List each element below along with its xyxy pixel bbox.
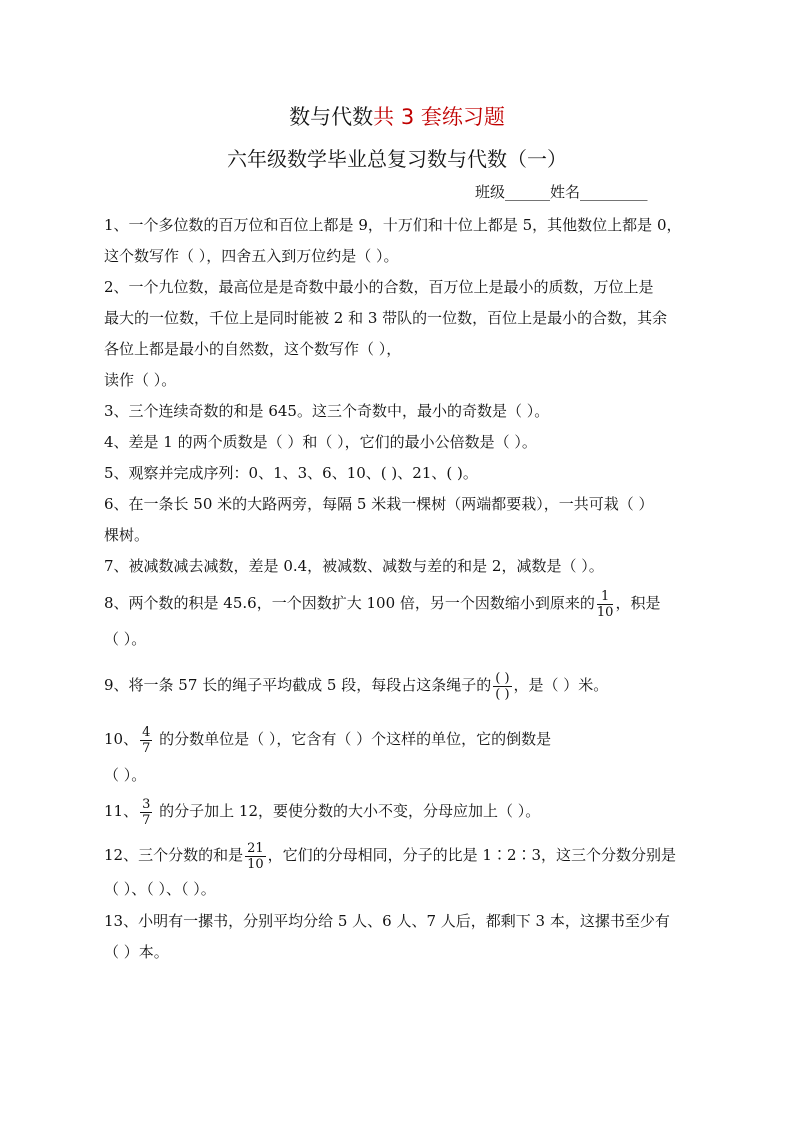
question-11-text-after: 的分子加上 12，要使分数的大小不变，分母应加上（ ）。 [154,802,541,820]
question-10-text-before: 10、 [104,730,139,748]
question-7: 7、被减数减去减数，差是 0.4，被减数、减数与差的和是 2，减数是（ ）。 [104,557,604,575]
question-1-line-1: 1、一个多位数的百万位和百位上都是 9，十万们和十位上都是 5，其他数位上都是 0， [104,216,682,234]
question-12-line-1 [104,840,704,872]
fraction-q8 [597,589,614,620]
fraction-q8-numerator: 1 [597,589,614,605]
question-9 [104,670,704,702]
fraction-q10-denominator: 7 [142,740,151,756]
question-8-text-before: 8、两个数的积是 45.6，一个因数扩大 100 倍，另一个因数缩小到原来的 [104,594,595,612]
question-8-line-1 [104,588,704,620]
question-11 [104,796,704,828]
fraction-q12-denominator: 10 [247,856,264,872]
question-12-line-2: （ ）、（ ）、（ ）。 [104,880,216,898]
question-13-line-2: （ ）本。 [104,943,169,961]
fraction-q12 [245,841,266,872]
question-8-line-2: （ ）。 [104,630,147,648]
title-highlight: 共 3 套练习题 [373,105,505,129]
fraction-q9-numerator: ( ) [495,670,510,686]
question-2-line-3: 各位上都是最小的自然数，这个数写作（ ）， [104,340,402,358]
fraction-q9-denominator: ( ) [495,686,510,702]
question-6-line-2: 棵树。 [104,526,150,544]
fraction-q9 [493,671,511,702]
question-8-text-after: ，积是 [615,594,661,612]
question-4: 4、差是 1 的两个质数是（ ）和（ ），它们的最小公倍数是（ ）。 [104,433,537,451]
question-3: 3、三个连续奇数的和是 645。这三个奇数中，最小的奇数是（ ）。 [104,402,550,420]
fraction-q10 [140,725,152,756]
question-10-line-1 [104,724,704,756]
question-13-line-1: 13、小明有一摞书，分别平均分给 5 人、6 人、7 人后，都剩下 3 本，这摞书至少有 [104,912,670,930]
question-10-text-after: 的分数单位是（ ），它含有（ ）个这样的单位，它的倒数是 [154,730,552,748]
fraction-q10-numerator: 4 [142,724,151,740]
class-name-line: 班级______姓名_________ [475,183,648,201]
question-9-text-after: ，是（ ）米。 [513,676,609,694]
question-6-line-1: 6、在一条长 50 米的大路两旁，每隔 5 米栽一棵树（两端都要栽），一共可栽（ ） [104,495,654,513]
question-2-line-4: 读作（ ）。 [104,371,177,389]
question-10-line-2: （ ）。 [104,766,147,784]
question-12-text-after: ，它们的分母相同，分子的比是 1∶2∶3，这三个分数分别是 [267,846,677,864]
fraction-q12-numerator: 21 [247,840,264,856]
question-2-line-1: 2、一个九位数，最高位是是奇数中最小的合数，百万位上是最小的质数，万位上是 [104,278,654,296]
fraction-q8-denominator: 10 [596,604,614,620]
fraction-q11-numerator: 3 [142,796,151,812]
question-5: 5、观察并完成序列：0、1、3、6、10、( )、21、( )。 [104,464,478,482]
question-11-text-before: 11、 [104,802,139,820]
page-subtitle: 六年级数学毕业总复习数与代数（一） [227,147,567,171]
question-2-line-2: 最大的一位数，千位上是同时能被 2 和 3 带队的一位数，百位上是最小的合数，其余 [104,309,668,327]
fraction-q11-denominator: 7 [142,812,151,828]
question-9-text-before: 9、将一条 57 长的绳子平均截成 5 段，每段占这条绳子的 [104,676,492,694]
fraction-q11 [140,797,152,828]
title-main: 数与代数 [289,105,374,129]
question-1-line-2: 这个数写作（ ），四舍五入到万位约是（ ）。 [104,247,399,265]
page-title [0,102,794,132]
question-12-text-before: 12、三个分数的和是 [104,846,244,864]
